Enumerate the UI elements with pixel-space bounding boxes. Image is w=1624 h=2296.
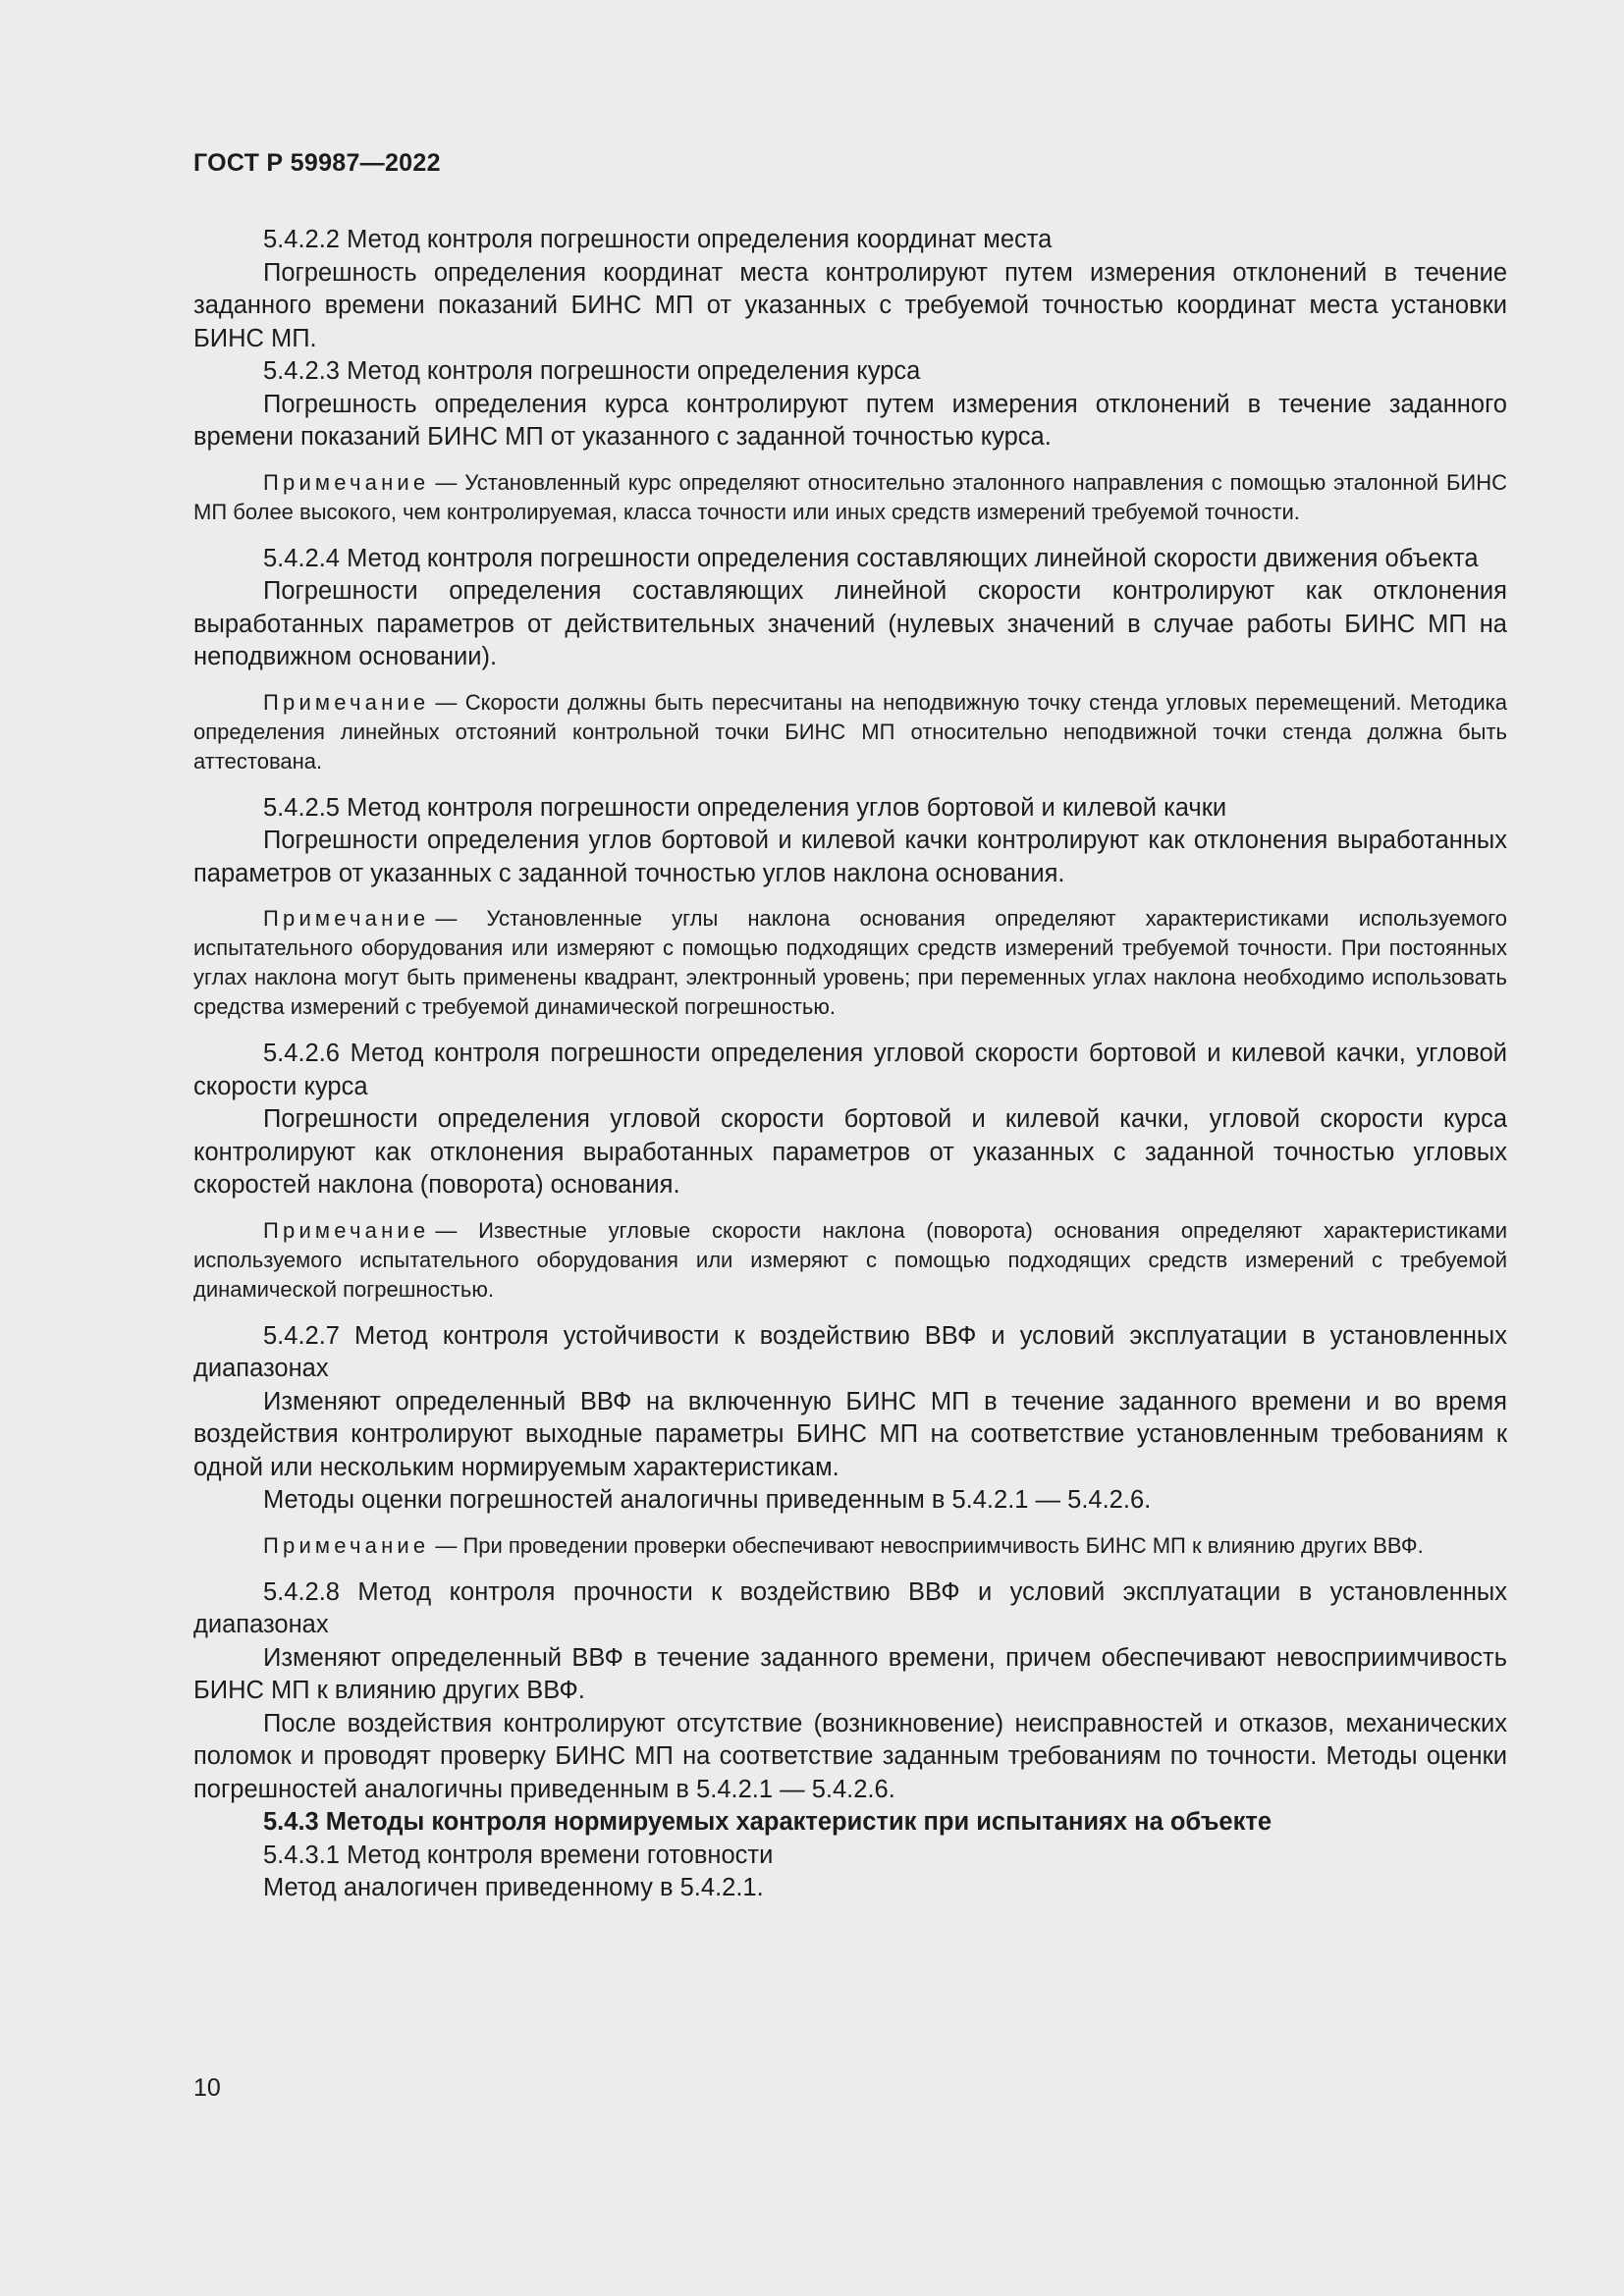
paragraph: Погрешность определения координат места контролируют путем измерения отклонений в течение заданного времени показаний БИНС МП от указанных с требуемой точностью координат места установки БИНС МП. xyxy=(193,258,1507,352)
section-heading: 5.4.2.6 Метод контроля погрешности определения угловой скорости бортовой и килевой качки, угловой скорости курса xyxy=(193,1040,1507,1100)
paragraph: Погрешность определения курса контролируют путем измерения отклонений в течение заданного времени показаний БИНС МП от указанного с заданной точностью курса. xyxy=(193,390,1507,451)
note-label: Примечание xyxy=(263,1217,430,1243)
paragraph: Изменяют определенный ВВФ на включенную БИНС МП в течение заданного времени и во время воздействия контролируют выходные параметры БИНС МП на соответствие установленным требованиям к одной или нескольким нормируемым характеристикам. xyxy=(193,1387,1507,1481)
note xyxy=(193,904,1507,1022)
paragraph: Методы оценки погрешностей аналогичны приведенным в 5.4.2.1 — 5.4.2.6. xyxy=(263,1486,1152,1514)
note-label: Примечание xyxy=(263,469,430,495)
section-heading: 5.4.2.8 Метод контроля прочности к воздействию ВВФ и условий эксплуатации в установленных диапазонах xyxy=(193,1577,1507,1638)
note xyxy=(193,468,1507,527)
paragraph: Погрешности определения углов бортовой и килевой качки контролируют как отклонения выработанных параметров от указанных с заданной точностью углов наклона основания. xyxy=(193,827,1507,887)
note-label: Примечание xyxy=(263,906,430,931)
section-heading: 5.4.2.3 Метод контроля погрешности определения курса xyxy=(263,357,921,385)
note-label: Примечание xyxy=(263,689,430,715)
note-text: — Известные угловые скорости наклона (поворота) основания определяют характеристиками используемого испытательного оборудования или измеряют с помощью подходящих средств измерений с требуемой динамической погрешностью. xyxy=(193,1217,1507,1302)
section-heading: 5.4.3.1 Метод контроля времени готовности xyxy=(263,1841,774,1869)
subsection-heading: 5.4.3 Методы контроля нормируемых характеристик при испытаниях на объекте xyxy=(263,1808,1272,1836)
note-label: Примечание xyxy=(263,1532,430,1558)
paragraph: Погрешности определения составляющих линейной скорости контролируют как отклонения выработанных параметров от действительных значений (нулевых значений в случае работы БИНС МП на неподвижном основании). xyxy=(193,577,1507,670)
paragraph: Погрешности определения угловой скорости бортовой и килевой качки, угловой скорости курса контролируют как отклонения выработанных параметров от указанных с заданной точностью угловых скоростей наклона (поворота) основания. xyxy=(193,1105,1507,1199)
note-text: — Установленные углы наклона основания определяют характеристиками используемого испытательного оборудования или измеряют с помощью подходящих средств измерений требуемой точности. При постоянных углах наклона могут быть применены квадрант, электронный уровень; при переменных углах наклона необходимо использовать средства измерений с требуемой динамической погрешностью. xyxy=(193,906,1507,1019)
note-text: — Установленный курс определяют относительно эталонного направления с помощью эталонной БИНС МП более высокого, чем контролируемая, класса точности или иных средств измерений требуемой точности. xyxy=(193,469,1507,524)
page-number: 10 xyxy=(193,2074,221,2102)
paragraph: Изменяют определенный ВВФ в течение заданного времени, причем обеспечивают невосприимчивость БИНС МП к влиянию других ВВФ. xyxy=(193,1643,1507,1704)
document-body xyxy=(193,224,1507,1905)
section-heading: 5.4.2.4 Метод контроля погрешности определения составляющих линейной скорости движения объекта xyxy=(263,544,1479,572)
note xyxy=(193,1531,1507,1561)
paragraph: Метод аналогичен приведенному в 5.4.2.1. xyxy=(263,1874,764,1901)
section-heading: 5.4.2.2 Метод контроля погрешности определения координат места xyxy=(263,226,1053,253)
section-heading: 5.4.2.7 Метод контроля устойчивости к воздействию ВВФ и условий эксплуатации в установленных диапазонах xyxy=(193,1321,1507,1382)
section-heading: 5.4.2.5 Метод контроля погрешности определения углов бортовой и килевой качки xyxy=(263,793,1227,822)
document-header: ГОСТ Р 59987—2022 xyxy=(193,149,441,177)
paragraph: После воздействия контролируют отсутствие (возникновение) неисправностей и отказов, механических поломок и проводят проверку БИНС МП на соответствие заданным требованиям по точности. Методы оценки погрешностей аналогичны приведенным в 5.4.2.1 — 5.4.2.6. xyxy=(193,1709,1507,1803)
note xyxy=(193,1216,1507,1305)
note xyxy=(193,688,1507,776)
note-text: — При проведении проверки обеспечивают невосприимчивость БИНС МП к влиянию других ВВФ. xyxy=(435,1532,1424,1558)
note-text: — Скорости должны быть пересчитаны на неподвижную точку стенда угловых перемещений. Методика определения линейных отстояний контрольной точки БИНС МП относительно неподвижной точки стенда должна быть аттестована. xyxy=(193,689,1507,774)
